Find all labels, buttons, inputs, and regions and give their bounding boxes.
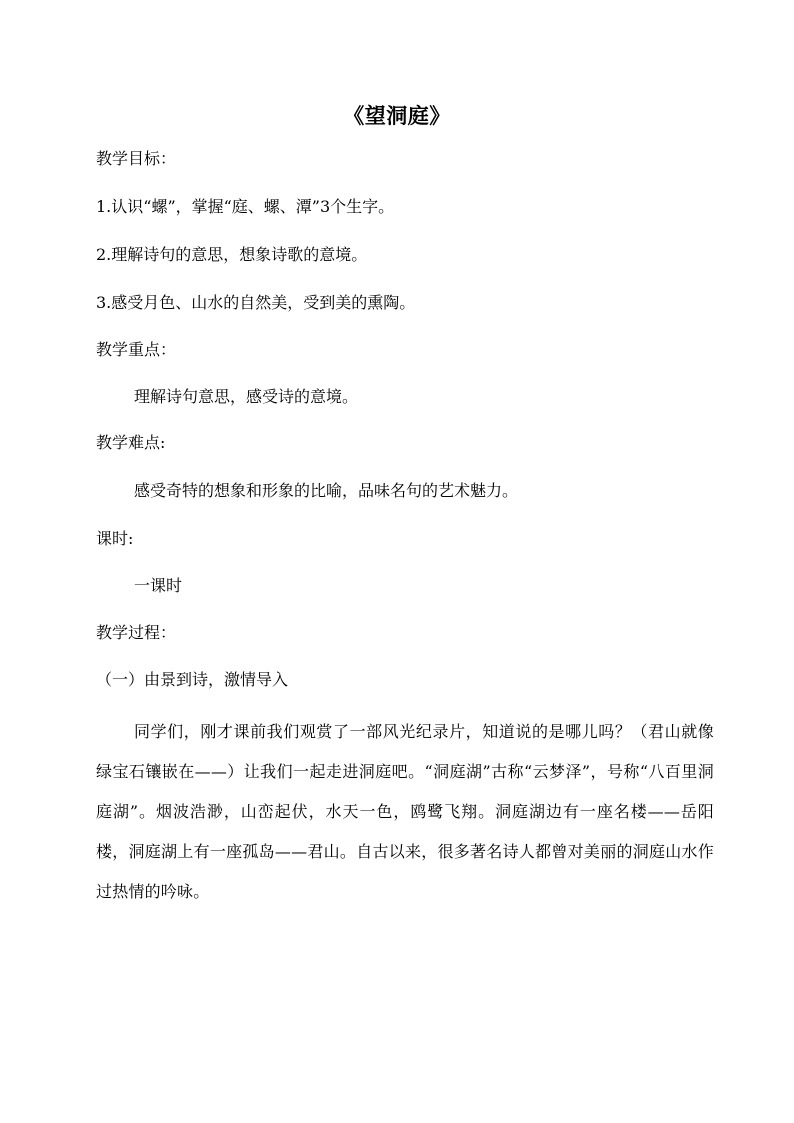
- heading-teaching-goals: 教学目标：: [96, 149, 177, 168]
- difficulties-text: 感受奇特的想象和形象的比喻，品味名句的艺术魅力。: [134, 481, 519, 500]
- class-hours-text: 一课时: [134, 576, 183, 595]
- heading-class-hours: 课时:: [96, 529, 134, 548]
- goal-item-1: 1.认识“螺”，掌握“庭、螺、潭”3个生字。: [96, 197, 395, 216]
- heading-teaching-process: 教学过程：: [96, 623, 177, 642]
- goal-item-3: 3.感受月色、山水的自然美，受到美的熏陶。: [96, 293, 416, 312]
- goal-item-2: 2.理解诗句的意思，想象诗歌的意境。: [96, 245, 368, 264]
- process-step-1-heading: （一）由景到诗，激情导入: [96, 670, 289, 689]
- document-title: 《望洞庭》: [343, 103, 451, 128]
- heading-key-points: 教学重点：: [96, 340, 177, 359]
- key-points-text: 理解诗句意思，感受诗的意境。: [134, 387, 359, 406]
- heading-difficulties: 教学难点:: [96, 433, 166, 452]
- intro-paragraph: 同学们，刚才课前我们观赏了一部风光纪录片，知道说的是哪儿吗？（君山就像绿宝石镶嵌在——）让我们一起走进洞庭吧。“洞庭湖”古称“云梦泽”，号称“八百里洞庭湖”。烟波浩渺，山峦起伏，水天一色，鸥鹭飞翔。洞庭湖边有一座名楼——岳阳楼，洞庭湖上有一座孤岛——君山。自古以来，很多著名诗人都曾对美丽的洞庭山水作过热情的吟咏。: [96, 722, 714, 901]
